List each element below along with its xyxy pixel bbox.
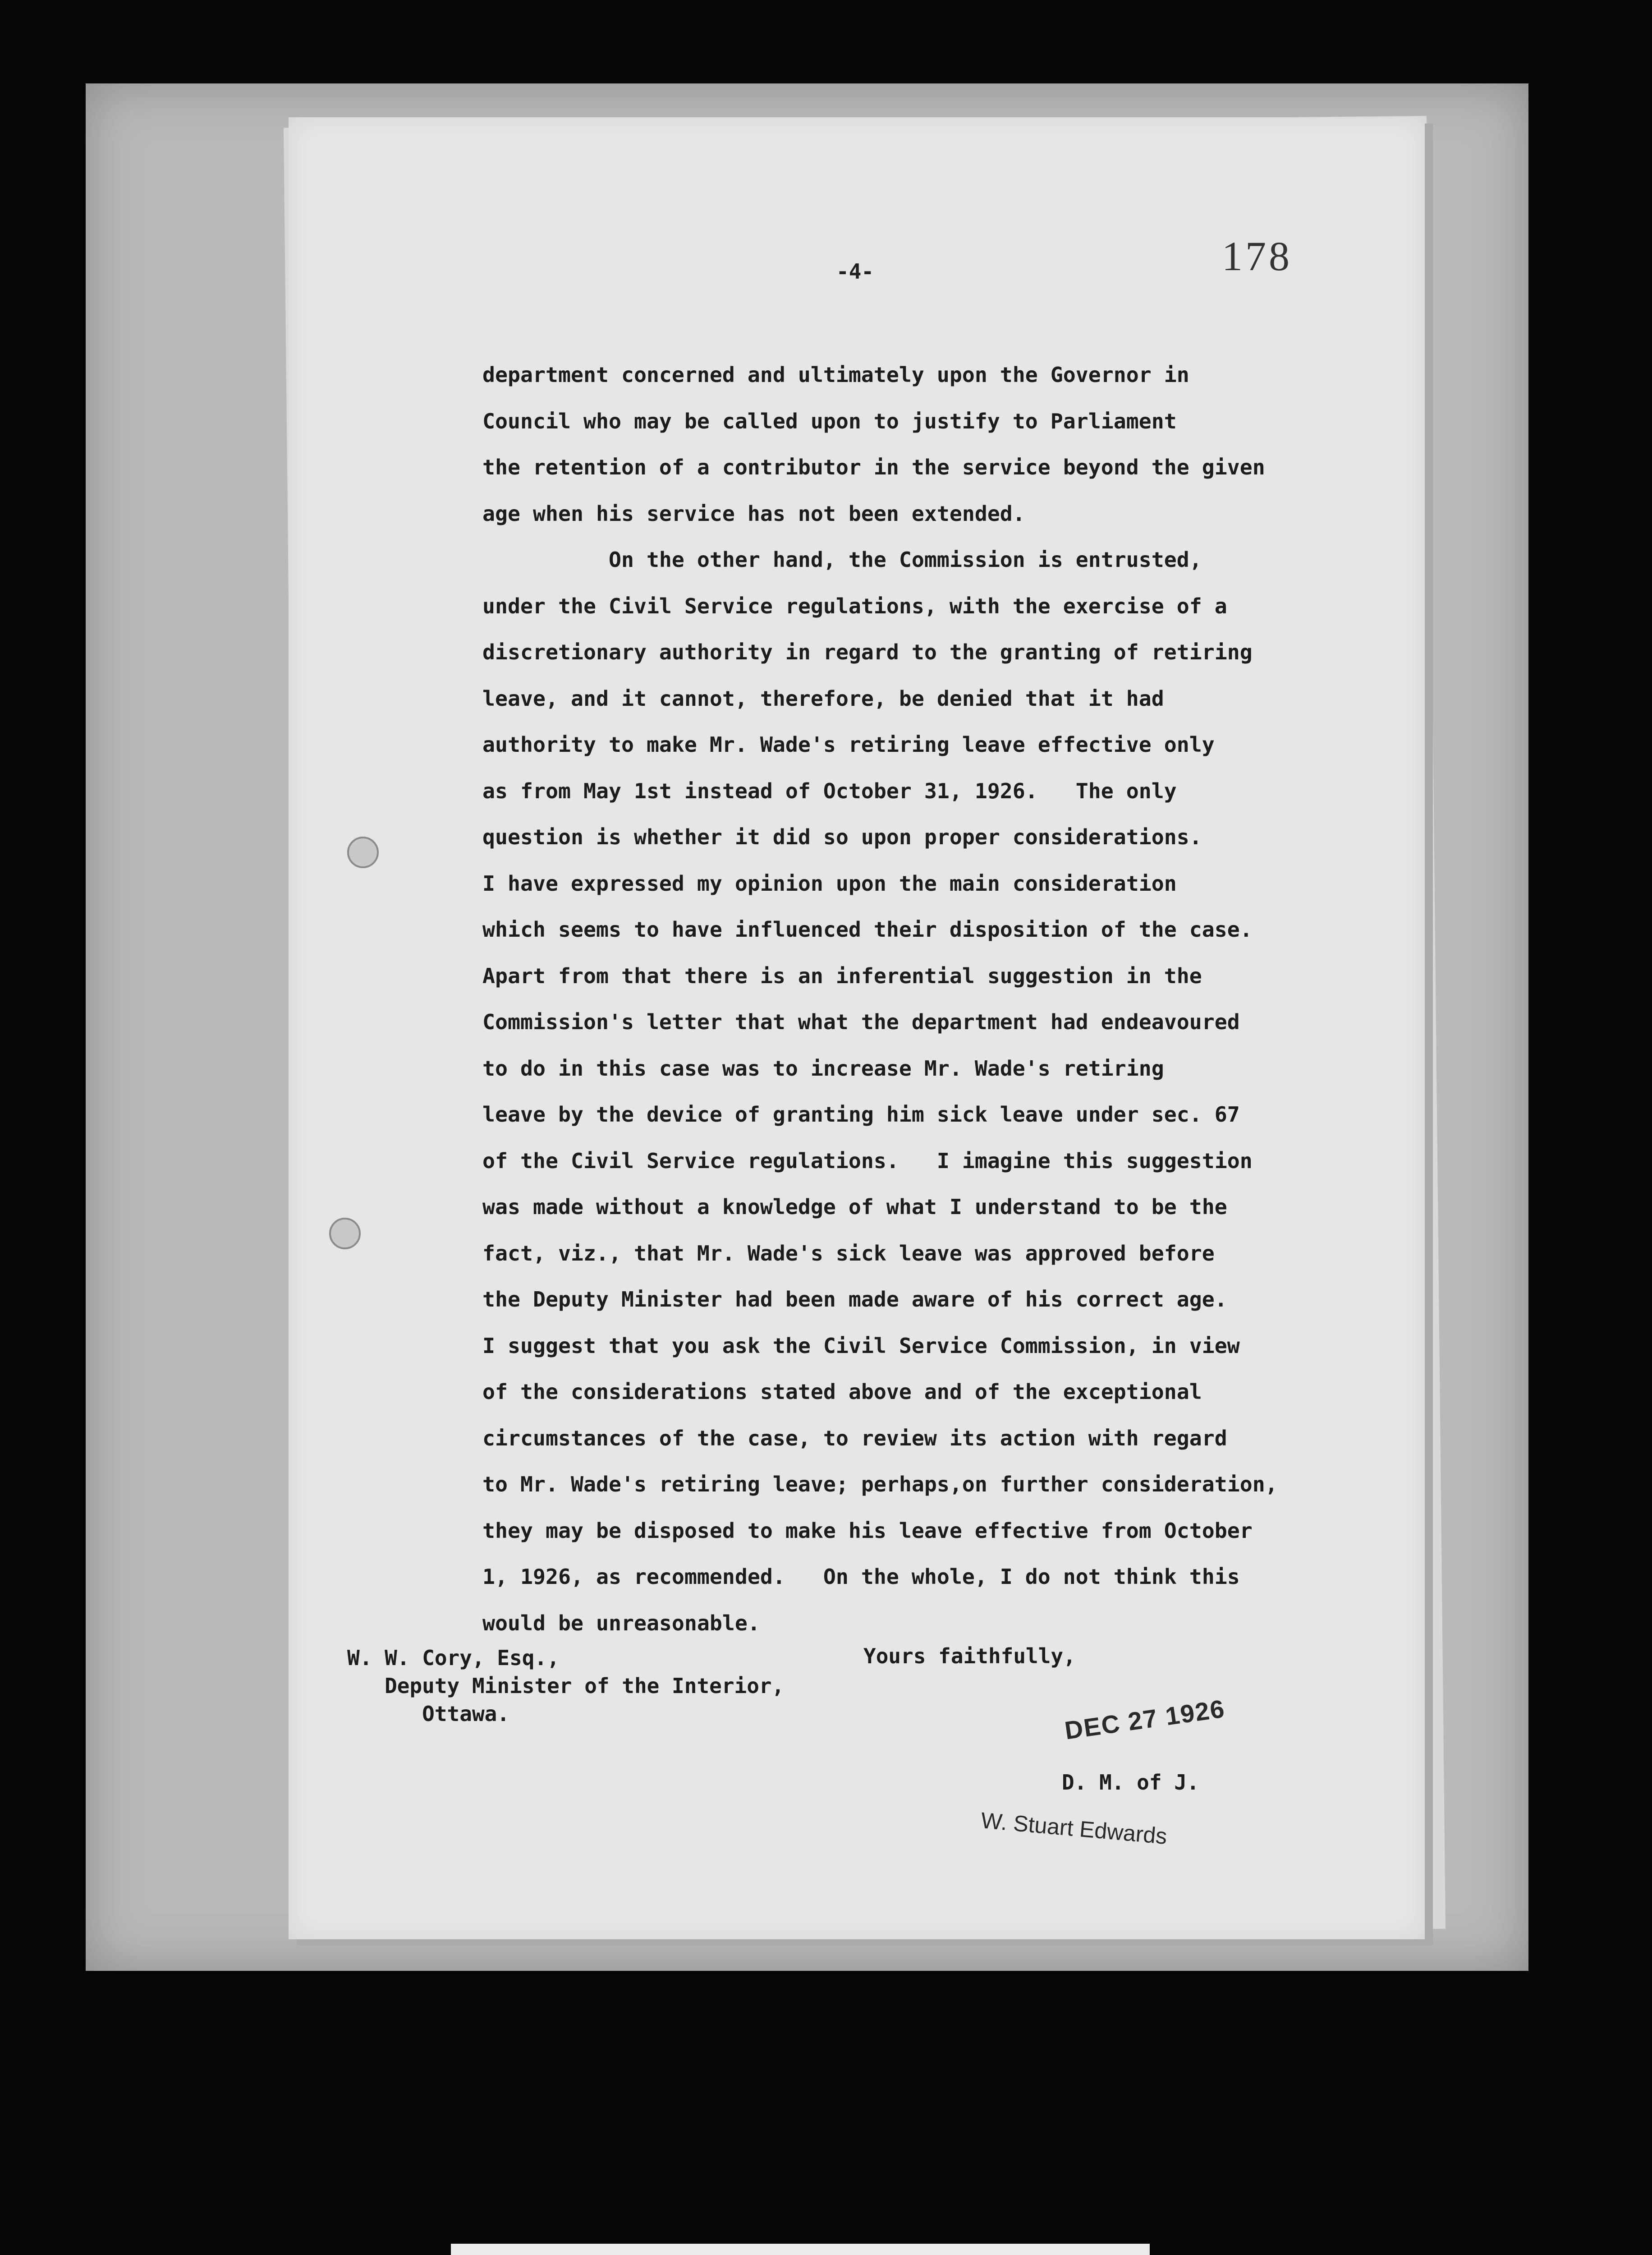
letter-page: [289, 117, 1425, 1939]
body-line: authority to make Mr. Wade's retiring leave effective only: [482, 732, 1215, 757]
body-line: the retention of a contributor in the service beyond the given: [482, 455, 1265, 479]
addressee-line: W. W. Cory, Esq.,: [347, 1646, 560, 1670]
body-line: Council who may be called upon to justify to Parliament: [482, 409, 1177, 433]
body-line: of the considerations stated above and of the exceptional: [482, 1380, 1202, 1404]
body-line: discretionary authority in regard to the granting of retiring: [482, 640, 1253, 664]
body-line: the Deputy Minister had been made aware of his correct age.: [482, 1287, 1227, 1312]
body-line: was made without a knowledge of what I understand to be the: [482, 1195, 1227, 1219]
archive-reference-label: [451, 2244, 1150, 2255]
body-line: as from May 1st instead of October 31, 1926. The only: [482, 778, 1177, 803]
signer-name: W. Stuart Edwards: [980, 1808, 1168, 1849]
body-line: fact, viz., that Mr. Wade's sick leave was approved before: [482, 1241, 1215, 1266]
body-line: under the Civil Service regulations, with the exercise of a: [482, 594, 1227, 618]
body-line: Apart from that there is an inferential suggestion in the: [482, 963, 1202, 988]
addressee-line: Ottawa.: [347, 1702, 510, 1726]
body-line: leave by the device of granting him sick leave under sec. 67: [482, 1102, 1240, 1127]
body-line: circumstances of the case, to review its action with regard: [482, 1426, 1227, 1450]
closing: Yours faithfully,: [863, 1644, 1076, 1668]
addressee-block: [347, 1644, 784, 1728]
punch-hole: [329, 1218, 361, 1249]
body-line: they may be disposed to make his leave effective from October: [482, 1518, 1253, 1543]
body-line: Commission's letter that what the department had endeavoured: [482, 1010, 1240, 1034]
body-line: of the Civil Service regulations. I imagine this suggestion: [482, 1148, 1253, 1173]
folio-number: 178: [1222, 233, 1292, 279]
body-line: 1, 1926, as recommended. On the whole, I do not think this: [482, 1565, 1240, 1589]
body-line: leave, and it cannot, therefore, be denied that it had: [482, 686, 1164, 711]
date-stamp: DEC 27 1926: [1063, 1694, 1227, 1745]
letter-body: [482, 352, 1416, 1646]
body-line: age when his service has not been extended.: [482, 501, 1025, 526]
punch-hole: [347, 837, 379, 868]
sender-abbreviation: D. M. of J.: [1062, 1770, 1199, 1795]
body-line: On the other hand, the Commission is entrusted,: [482, 548, 1202, 572]
body-line: I suggest that you ask the Civil Service Commission, in view: [482, 1333, 1240, 1358]
addressee-line: Deputy Minister of the Interior,: [347, 1674, 785, 1698]
page-number: -4-: [836, 259, 874, 284]
body-line: which seems to have influenced their disposition of the case.: [482, 917, 1253, 942]
body-line: to do in this case was to increase Mr. Wade's retiring: [482, 1056, 1164, 1081]
body-line: I have expressed my opinion upon the main consideration: [482, 871, 1177, 896]
body-line: to Mr. Wade's retiring leave; perhaps,on further consideration,: [482, 1472, 1278, 1496]
body-line: would be unreasonable.: [482, 1611, 760, 1635]
body-line: department concerned and ultimately upon the Governor in: [482, 363, 1189, 387]
body-line: question is whether it did so upon proper considerations.: [482, 825, 1202, 849]
